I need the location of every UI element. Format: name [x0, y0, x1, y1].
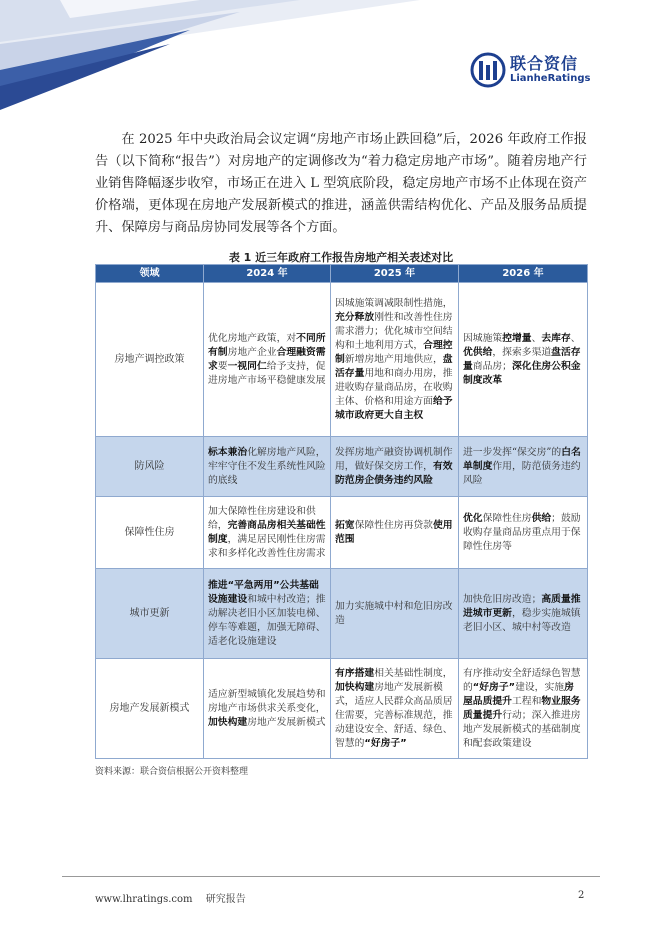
cell-text: 和城中村改造；推动解决老旧小区加装电梯、停车等难题，加强无障碍、适老化设施建设	[208, 593, 326, 647]
cell-text: 、	[531, 332, 542, 344]
cell-text: 保障性住房再贷款	[354, 519, 433, 531]
emphasis-text: 拓宽	[335, 519, 355, 531]
cell-text: 因城施策调减限制性措施，	[335, 297, 453, 309]
cell-text: 新增房地产用地供应，	[344, 353, 443, 365]
cell-text: 相关基础性制度，	[374, 667, 453, 679]
table-header-row	[96, 265, 588, 283]
footer-divider	[62, 876, 600, 877]
cell-text: 给予支持，促进房地产市场平稳健康发展	[208, 360, 326, 386]
cell-text: 房地产发展新模式	[247, 716, 326, 728]
cell-text: 优化房地产政策，对	[208, 332, 297, 344]
emphasis-text: 房屋品质提升	[463, 681, 574, 707]
row-area: 房地产调控政策	[96, 283, 204, 437]
cell-text: 商品房；	[472, 360, 512, 372]
emphasis-text: 加快构建	[335, 681, 375, 693]
cell-2024	[204, 569, 331, 659]
cell-text: ，稳步实施城镇老旧小区、城中村等改造	[463, 607, 581, 633]
emphasis-text: 盘活存量	[463, 346, 581, 372]
logo-name-en: LianheRatings	[510, 73, 591, 84]
row-area: 保障性住房	[96, 497, 204, 569]
emphasis-text: 物业服务质量提升	[463, 695, 581, 721]
cell-2025	[331, 497, 459, 569]
emphasis-text: 标本兼治	[208, 446, 248, 458]
cell-text: 、	[570, 332, 581, 344]
cell-2024	[204, 659, 331, 759]
cell-text: ，探索多渠道	[492, 346, 552, 358]
cell-text: 发挥房地产融资协调机制作用，做好保交房工作，	[335, 446, 453, 472]
cell-text: 房地产发展新模式，适应人民群众高品质居住需要，完善标准规范，推动建设安全、舒适、绿色、智慧的	[335, 681, 453, 749]
cell-2026	[459, 569, 588, 659]
emphasis-text: 高质量推进城市更新	[463, 593, 581, 619]
emphasis-text: 去库存	[541, 332, 571, 344]
emphasis-text: 加快构建	[208, 716, 248, 728]
emphasis-text: 控增量	[502, 332, 532, 344]
footer-site: www.lhratings.com 研究报告	[95, 894, 246, 905]
page-number: 2	[578, 890, 585, 901]
emphasis-text: “好房子”	[472, 681, 516, 693]
emphasis-text: 不同所有制	[208, 332, 326, 358]
cell-2026	[459, 497, 588, 569]
cell-text: 要	[217, 360, 228, 372]
emphasis-text: 给予城市政府更大自主权	[335, 395, 453, 421]
header-2024: 2024 年	[204, 265, 331, 283]
table-caption: 表 1 近三年政府工作报告房地产相关表述对比	[228, 251, 454, 264]
emphasis-text: 供给	[531, 512, 552, 524]
header-2025: 2025 年	[331, 265, 459, 283]
emphasis-text: 推进“平急两用”公共基础设施建设	[208, 579, 319, 605]
emphasis-text: 优供给	[463, 346, 493, 358]
source-note: 资料来源：联合资信根据公开资料整理	[95, 767, 249, 777]
cell-text: 作用，防范债务违约风险	[463, 460, 581, 486]
cell-text: 因城施策	[463, 332, 503, 344]
cell-text: 保障性住房	[482, 512, 532, 524]
table-row	[96, 659, 588, 759]
cell-text: 行动；深入推进房地产发展新模式的基础制度和配套政策建设	[463, 709, 581, 749]
emphasis-text: 完善商品房相关基础性制度	[208, 519, 326, 545]
cell-text: 加快危旧房改造；	[463, 593, 542, 605]
cell-2024	[204, 283, 331, 437]
policy-comparison-table	[95, 264, 588, 759]
cell-text: ；鼓励收购存量商品房重点用于保障性住房等	[463, 512, 581, 552]
cell-text: 房地产企业	[227, 346, 277, 358]
table-row	[96, 569, 588, 659]
cell-2025	[331, 569, 459, 659]
cell-2024	[204, 437, 331, 497]
row-area: 房地产发展新模式	[96, 659, 204, 759]
emphasis-text: 合理融资需求	[208, 346, 326, 372]
cell-2026	[459, 659, 588, 759]
company-logo	[470, 50, 600, 90]
cell-text: 加大保障性住房建设和供给，	[208, 505, 316, 531]
table-row	[96, 437, 588, 497]
header-area: 领域	[96, 265, 204, 283]
emphasis-text: 合理控制	[335, 339, 453, 365]
emphasis-text: 有序搭建	[335, 667, 375, 679]
cell-text: 建设，实施	[515, 681, 565, 693]
emphasis-text: 深化住房公积金制度改革	[463, 360, 581, 386]
cell-text: 进一步发挥“保交房”的	[463, 446, 562, 458]
cell-2025	[331, 659, 459, 759]
header-2026: 2026 年	[459, 265, 588, 283]
cell-text: 有序推动安全舒适绿色智慧的	[463, 667, 581, 693]
emphasis-text: “好房子”	[364, 737, 407, 749]
cell-text: 加力实施城中村和危旧房改造	[335, 600, 453, 626]
emphasis-text: 白名单制度	[463, 446, 581, 472]
row-area: 防风险	[96, 437, 204, 497]
emphasis-text: 盘活存量	[335, 353, 453, 379]
emphasis-text: 优化	[463, 512, 483, 524]
table-row	[96, 497, 588, 569]
cell-2024	[204, 497, 331, 569]
cell-text: 适应新型城镇化发展趋势和房地产市场供求关系变化，	[208, 688, 326, 714]
cell-2026	[459, 437, 588, 497]
logo-mark-icon	[470, 52, 506, 88]
cell-text: 工程和	[511, 695, 542, 707]
cell-text: 刚性和改善性住房需求潜力；优化城市空间结构和土地利用方式，	[335, 311, 453, 351]
cell-2025	[331, 437, 459, 497]
cell-text: ，满足居民刚性住房需求和多样化改善性住房需求	[208, 533, 326, 559]
cell-2025	[331, 283, 459, 437]
row-area: 城市更新	[96, 569, 204, 659]
emphasis-text: 充分释放	[335, 311, 375, 323]
emphasis-text: 有效防范房企债务违约风险	[335, 460, 453, 486]
emphasis-text: 一视同仁	[227, 360, 267, 372]
cell-2026	[459, 283, 588, 437]
cell-text: 用地和商办用房，推进收购存量商品房，在收购主体、价格和用途方面	[335, 367, 453, 407]
logo-name-cn: 联合资信	[510, 54, 579, 73]
emphasis-text: 使用范围	[335, 519, 453, 545]
table-row	[96, 283, 588, 437]
cell-text: 化解房地产风险，牢牢守住不发生系统性风险的底线	[208, 446, 326, 486]
intro-paragraph: 在 2025 年中央政治局会议定调“房地产市场止跌回稳”后，2026 年政府工作报告（以下简称“报告”）对房地产的定调修改为“着力稳定房地产市场”。随着房地产行业销售降幅逐步收窄，市场正在进入 L 型筑底阶段，稳定房地产市场不止体现在资产价格端，更体现在房地产发展新模式的推进，涵盖供需结构优化、产品及服务品质提升、保障房与商品房协同发展等各个方面。	[95, 132, 587, 235]
